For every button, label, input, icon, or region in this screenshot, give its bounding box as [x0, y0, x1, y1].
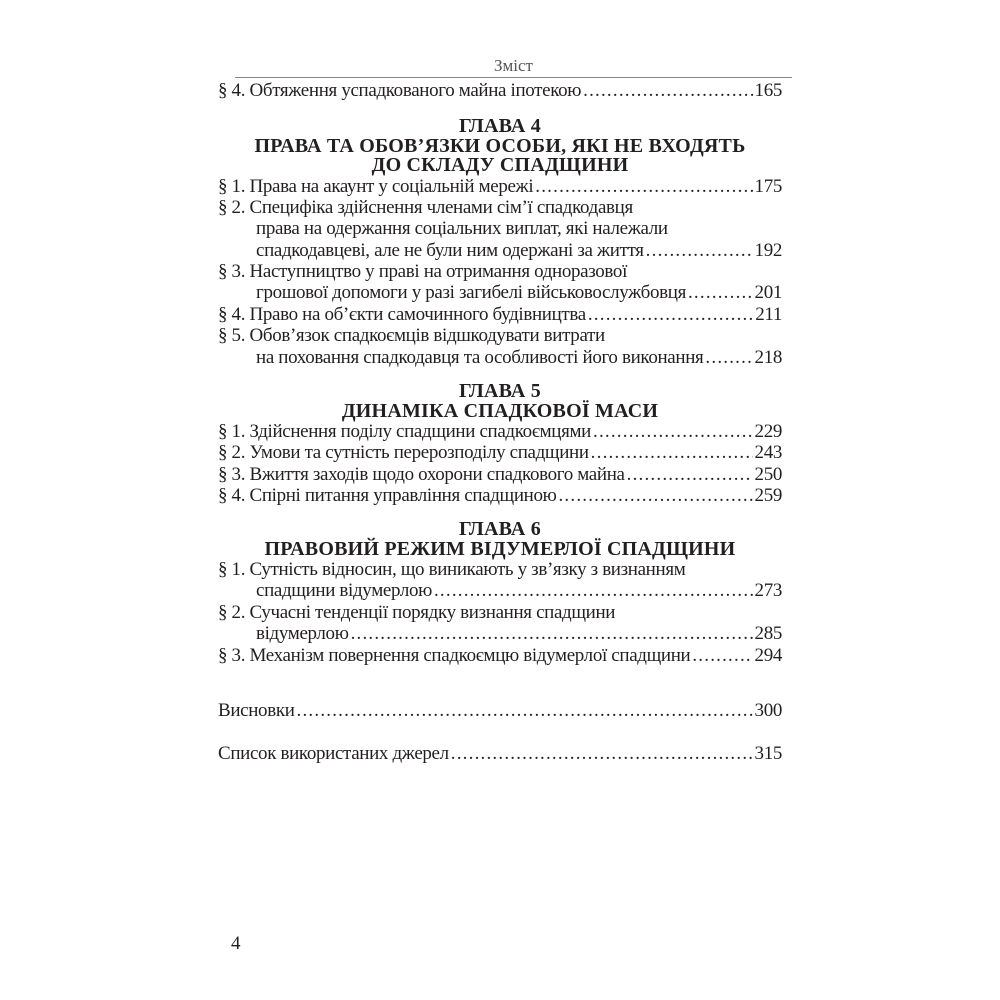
dot-leader [583, 80, 752, 101]
toc-entry-line [218, 282, 782, 303]
toc-entry [218, 80, 782, 101]
entry-page: 211 [755, 303, 782, 325]
entry-page: 218 [754, 346, 782, 368]
entry-title: § 2. Сучасні тенденції порядку визнання спадщини [218, 601, 616, 623]
dot-leader [351, 623, 753, 644]
entry-page: 315 [754, 743, 782, 764]
chapter-label: ГЛАВА 6 [459, 518, 541, 540]
entry-title: грошової допомоги у разі загибелі військовослужбовця [256, 282, 686, 304]
entry-title: Список використаних джерел [218, 743, 449, 764]
toc-entry-line [218, 623, 782, 644]
dot-leader [692, 645, 752, 666]
entry-page: 229 [754, 421, 782, 442]
toc-entry-line [218, 261, 782, 282]
entry-title: § 2. Специфіка здійснення членами сім’ї спадкодавця [218, 196, 633, 218]
toc-entry-sources [218, 743, 782, 764]
dot-leader [535, 176, 752, 197]
toc-entry-line [218, 602, 782, 623]
toc-entry-line [218, 325, 782, 346]
entry-title: § 4. Право на об’єкти самочинного будівництва [218, 303, 586, 325]
toc-entry-line [218, 559, 782, 580]
entry-title: відумерлою [256, 623, 349, 645]
dot-leader [688, 282, 753, 303]
chapter-6 [218, 520, 782, 666]
chapter-title: ДО СКЛАДУ СПАДЩИНИ [371, 154, 629, 176]
entry-title: права на одержання соціальних виплат, які належали [256, 218, 668, 240]
entry-page: 201 [754, 282, 782, 304]
toc-entry-line [218, 464, 782, 485]
dot-leader [593, 421, 753, 442]
entry-title: § 1. Сутність відносин, що виникають у зв’язку з визнанням [218, 559, 686, 580]
entry-title: Висновки [218, 700, 295, 721]
entry-page: 300 [754, 700, 782, 721]
chapter-5 [218, 382, 782, 507]
entry-page: 243 [754, 442, 782, 464]
entry-page: 294 [754, 644, 782, 666]
page-number: 4 [231, 933, 241, 954]
entry-title: § 1. Здійснення поділу спадщини спадкоємцями [218, 421, 591, 442]
entry-title: § 4. Спірні питання управління спадщиною [218, 485, 557, 507]
entry-page: 165 [754, 80, 782, 101]
chapter-4 [218, 117, 782, 368]
toc-entry-line [218, 304, 782, 325]
entry-title: § 4. Обтяження успадкованого майна іпотекою [218, 80, 582, 101]
dot-leader [451, 743, 753, 764]
toc-entry-line [218, 197, 782, 218]
chapter-label: ГЛАВА 4 [459, 115, 541, 137]
toc-entry-line [218, 645, 782, 666]
entry-title: § 3. Механізм повернення спадкоємцю відумерлої спадщини [218, 644, 691, 666]
chapter-title: ДИНАМІКА СПАДКОВОЇ МАСИ [341, 399, 659, 422]
dot-leader [297, 700, 753, 721]
dot-leader [646, 240, 753, 261]
entry-title: § 2. Умови та сутність перерозподілу спадщини [218, 442, 589, 464]
toc-entry-conclusions [218, 700, 782, 721]
toc-entry-line [218, 218, 782, 239]
dot-leader [434, 580, 753, 601]
toc-entry-line [218, 240, 782, 261]
chapter-title: ПРАВОВИЙ РЕЖИМ ВІДУМЕРЛОЇ СПАДЩИНИ [264, 537, 736, 560]
entry-title: спадкодавцеві, але не були ним одержані за життя [256, 239, 644, 261]
entry-title: § 3. Вжиття заходів щодо охорони спадкового майна [218, 463, 625, 485]
toc-entry-line [218, 442, 782, 463]
toc-entry-line [218, 485, 782, 506]
entry-page: 273 [754, 580, 782, 602]
toc-entry-line [218, 347, 782, 368]
dot-leader [588, 304, 753, 325]
header-rule [235, 77, 792, 78]
dot-leader [558, 485, 752, 506]
entry-title: § 3. Наступництво у праві на отримання одноразової [218, 261, 627, 283]
toc-entry-line [218, 176, 782, 197]
chapter-label: ГЛАВА 5 [459, 380, 541, 402]
entry-title: § 5. Обов’язок спадкоємців відшкодувати витрати [218, 325, 605, 347]
dot-leader [591, 442, 753, 463]
toc-entry-line [218, 421, 782, 442]
running-header: Зміст [494, 56, 533, 75]
toc-entry-line [218, 580, 782, 601]
entry-page: 192 [754, 239, 782, 261]
entry-page: 175 [754, 175, 782, 197]
chapter-title: ПРАВА ТА ОБОВ’ЯЗКИ ОСОБИ, ЯКІ НЕ ВХОДЯТЬ [254, 134, 746, 157]
entry-page: 259 [754, 485, 782, 507]
entry-title: спадщини відумерлою [256, 580, 432, 602]
entry-title: на поховання спадкодавця та особливості його виконання [256, 346, 704, 368]
entry-title: § 1. Права на акаунт у соціальній мережі [218, 175, 534, 197]
entry-page: 250 [754, 463, 782, 485]
entry-page: 285 [754, 623, 782, 645]
dot-leader [705, 347, 752, 368]
dot-leader [627, 464, 753, 485]
